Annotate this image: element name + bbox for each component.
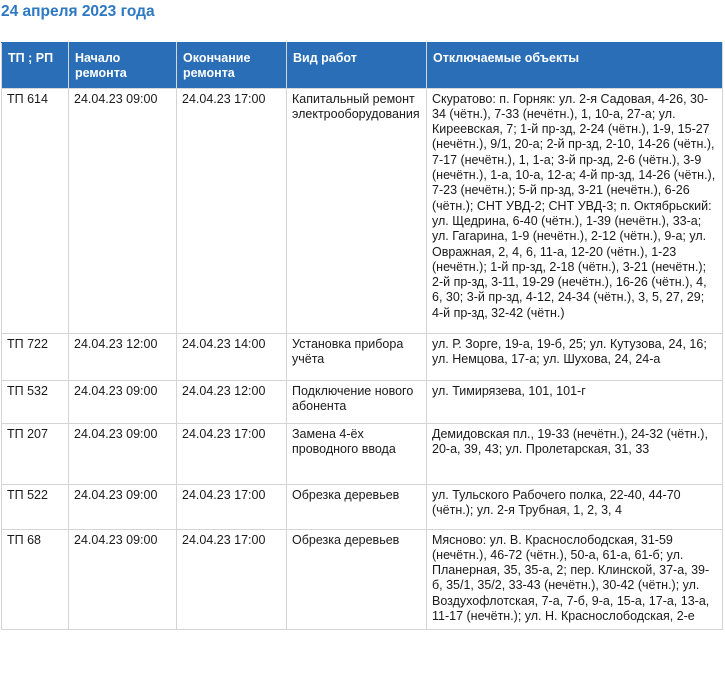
- cell-work-type: Обрезка деревьев: [287, 484, 427, 529]
- table-row: [2, 529, 723, 630]
- cell-end: 24.04.23 17:00: [177, 484, 287, 529]
- cell-start: 24.04.23 09:00: [69, 529, 177, 630]
- table-row: [2, 484, 723, 529]
- table-row: [2, 88, 723, 333]
- cell-start: 24.04.23 09:00: [69, 380, 177, 423]
- cell-objects: ул. Р. Зорге, 19-а, 19-б, 25; ул. Кутузова, 24, 16; ул. Немцова, 17-а; ул. Шухова, 24, 24-а: [427, 333, 723, 380]
- cell-end: 24.04.23 12:00: [177, 380, 287, 423]
- cell-objects: Скуратово: п. Горняк: ул. 2-я Садовая, 4-26, 30-34 (чётн.), 7-33 (нечётн.), 1, 10-а, 27-а; ул. Киреевская, 7; 1-й пр-зд, 2-24 (чётн.), 1-9, 15-27 (нечётн.), 9/1, 20-а; 2-й пр-зд, 2-10, 14-26 (чётн.), 7-17 (нечётн.), 1, 1-а; 3-й пр-зд, 2-6 (чётн.), 3-9 (нечётн.), 1-а, 10-а, 12-а; 4-й пр-зд, 14-26 (чётн.), 7-23 (нечётн.); 5-й пр-зд, 3-21 (нечётн.), 6-26 (чётн.); СНТ УВД-2; СНТ УВД-3; п. Октябрьский: ул. Щедрина, 6-40 (чётн.), 1-39 (нечётн.), 33-а; ул. Гагарина, 1-9 (нечётн.), 2-12 (чётн.), 9-а; ул. Овражная, 2, 4, 6, 11-а, 12-20 (чётн.), 1-23 (нечётн.); 1-й пр-зд, 2-18 (чётн.), 3-21 (нечётн.); 2-й пр-зд, 3-11, 19-29 (нечётн.), 16-26 (чётн.), 4, 6, 30; 3-й пр-зд, 4-12, 24-34 (чётн.), 3, 5, 27, 29; 4-й пр-зд, 32-42 (чётн.): [427, 88, 723, 333]
- header-work-type: Вид работ: [287, 43, 427, 89]
- cell-objects: ул. Тимирязева, 101, 101-г: [427, 380, 723, 423]
- cell-work-type: Капитальный ремонт электрооборудования: [287, 88, 427, 333]
- cell-tp: ТП 207: [2, 423, 69, 484]
- header-end: Окончание ремонта: [177, 43, 287, 89]
- header-objects: Отключаемые объекты: [427, 43, 723, 89]
- cell-tp: ТП 532: [2, 380, 69, 423]
- cell-objects: Демидовская пл., 19-33 (нечётн.), 24-32 (чётн.), 20-а, 39, 43; ул. Пролетарская, 31, 33: [427, 423, 723, 484]
- cell-end: 24.04.23 17:00: [177, 423, 287, 484]
- cell-tp: ТП 68: [2, 529, 69, 630]
- table-row: [2, 333, 723, 380]
- table-row: [2, 423, 723, 484]
- header-start: Начало ремонта: [69, 43, 177, 89]
- cell-tp: ТП 522: [2, 484, 69, 529]
- cell-end: 24.04.23 17:00: [177, 529, 287, 630]
- cell-objects: Мясново: ул. В. Краснослободская, 31-59 (нечётн.), 46-72 (чётн.), 50-а, 61-а, 61-б; ул. Планерная, 35, 35-а, 2; пер. Клинской, 37-а, 39-б, 35/1, 35/2, 33-43 (нечётн.), 30-42 (чётн.); ул. Воздухофлотская, 7-а, 7-б, 9-а, 15-а, 17-а, 13-а, 11-17 (нечётн.); ул. Н. Краснослободская, 2-е: [427, 529, 723, 630]
- cell-end: 24.04.23 17:00: [177, 88, 287, 333]
- cell-work-type: Замена 4-ёх проводного ввода: [287, 423, 427, 484]
- cell-start: 24.04.23 09:00: [69, 88, 177, 333]
- cell-work-type: Установка прибора учёта: [287, 333, 427, 380]
- cell-work-type: Подключение нового абонента: [287, 380, 427, 423]
- table-row: [2, 380, 723, 423]
- cell-start: 24.04.23 09:00: [69, 484, 177, 529]
- cell-start: 24.04.23 09:00: [69, 423, 177, 484]
- cell-end: 24.04.23 14:00: [177, 333, 287, 380]
- header-tp: ТП ; РП: [2, 43, 69, 89]
- cell-tp: ТП 614: [2, 88, 69, 333]
- cell-objects: ул. Тульского Рабочего полка, 22-40, 44-70 (чётн.); ул. 2-я Трубная, 1, 2, 3, 4: [427, 484, 723, 529]
- cell-start: 24.04.23 12:00: [69, 333, 177, 380]
- outages-table: [1, 42, 723, 630]
- cell-tp: ТП 722: [2, 333, 69, 380]
- cell-work-type: Обрезка деревьев: [287, 529, 427, 630]
- table-header-row: [2, 43, 723, 89]
- page-title: 24 апреля 2023 года: [1, 3, 155, 20]
